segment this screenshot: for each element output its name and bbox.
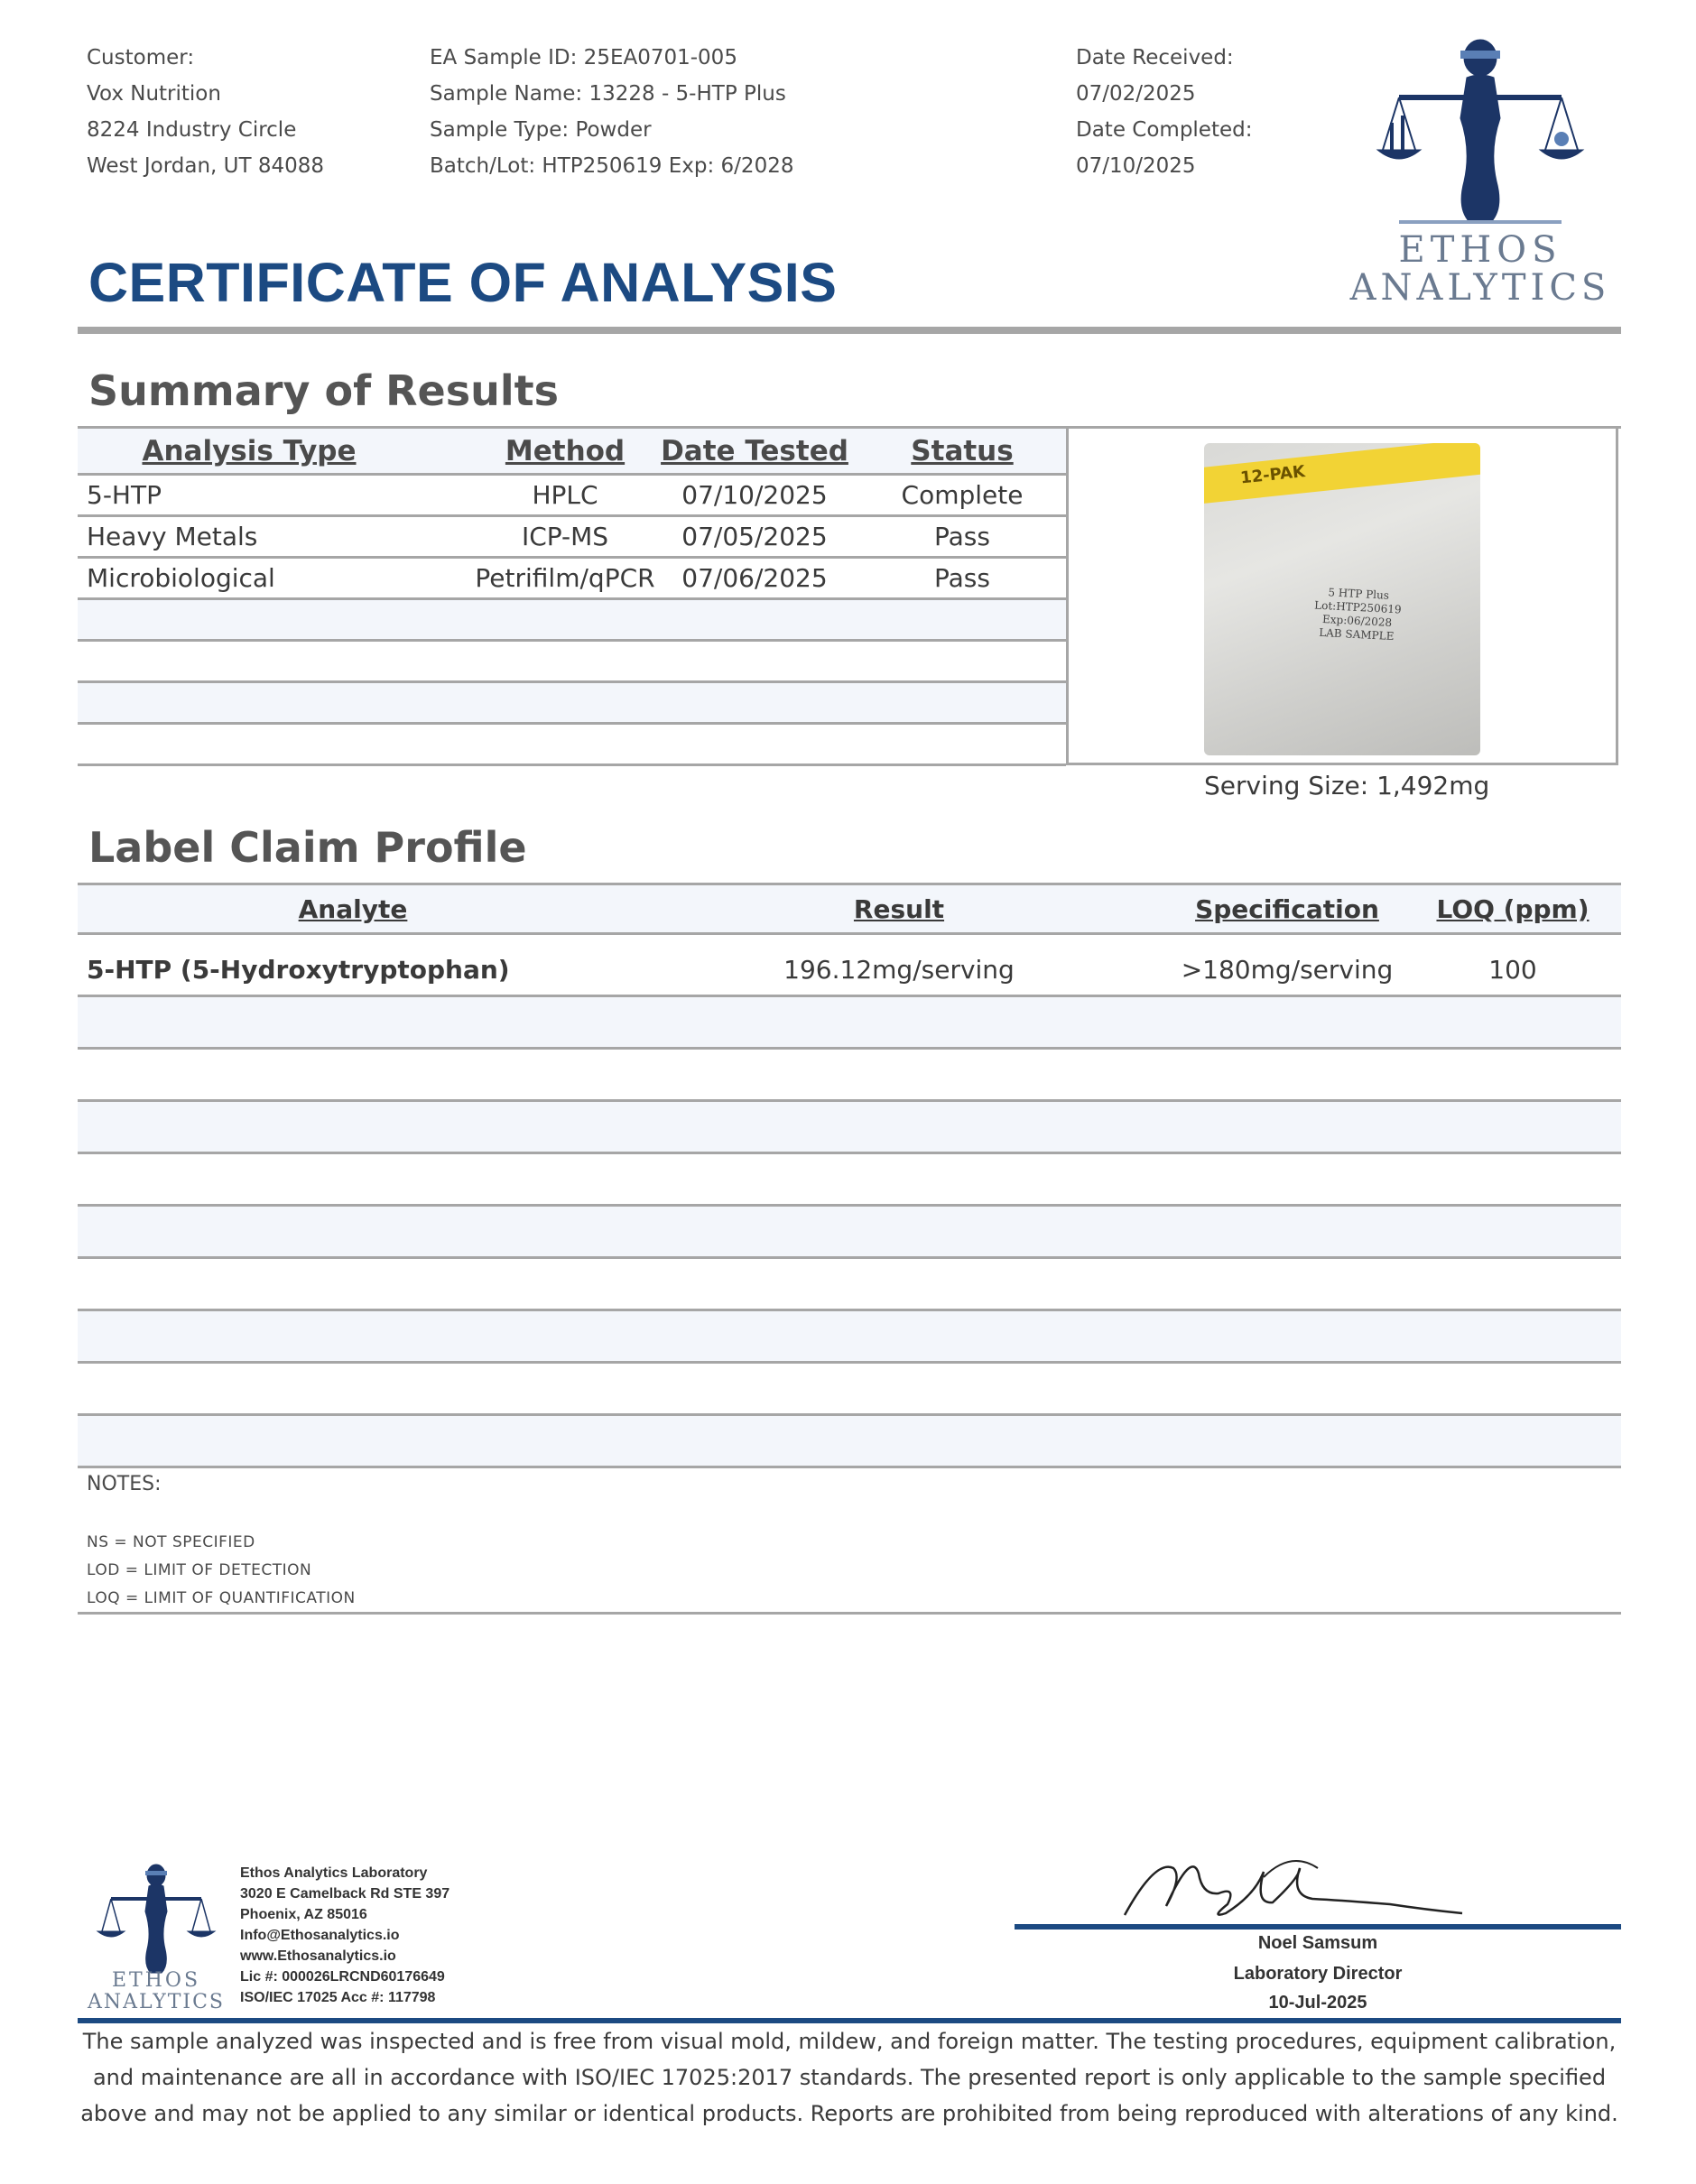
bag-tape <box>1204 443 1480 505</box>
cell-method: HPLC <box>532 480 598 510</box>
table-row-empty <box>78 1311 1621 1364</box>
notes-label: NOTES: <box>87 1473 162 1495</box>
bag-label-line: 5 HTP Plus <box>1328 586 1390 602</box>
cell-analyte: 5-HTP (5-Hydroxytryptophan) <box>87 955 510 985</box>
signature-image <box>1119 1841 1480 1931</box>
bag-label <box>1284 584 1432 645</box>
table-row-empty <box>78 600 1066 642</box>
lab-website[interactable]: www.Ethosanalytics.io <box>240 1948 396 1964</box>
title-divider <box>78 327 1621 334</box>
cell-analysis-type: 5-HTP <box>87 480 162 510</box>
serving-size: Serving Size: 1,492mg <box>1204 771 1490 800</box>
col-date-tested: Date Tested <box>661 434 848 467</box>
col-method: Method <box>505 434 626 467</box>
logo-text-ethos: ETHOS <box>1398 229 1562 271</box>
customer-name: Vox Nutrition <box>87 82 221 106</box>
scales-of-justice-icon <box>79 1859 233 1976</box>
cell-status: Pass <box>934 522 990 551</box>
cell-analysis-type: Heavy Metals <box>87 522 258 551</box>
cell-date-tested: 07/05/2025 <box>681 522 828 551</box>
date-completed: 07/10/2025 <box>1076 154 1196 178</box>
table-row <box>78 945 1621 997</box>
sample-id: EA Sample ID: 25EA0701-005 <box>430 46 737 69</box>
cell-status: Pass <box>934 563 990 593</box>
product-image-panel <box>1066 429 1618 765</box>
cell-date-tested: 07/06/2025 <box>681 563 828 593</box>
lab-contact-block <box>240 1863 449 2008</box>
cell-analysis-type: Microbiological <box>87 563 275 593</box>
table-row <box>78 476 1066 517</box>
ethos-logo <box>1336 32 1625 312</box>
lab-name: Ethos Analytics Laboratory <box>240 1865 428 1881</box>
table-row-empty <box>78 997 1621 1050</box>
footer-logo-analytics: ANALYTICS <box>87 1991 226 2013</box>
cell-loq: 100 <box>1488 955 1537 985</box>
footer-logo-ethos: ETHOS <box>111 1969 201 1992</box>
bag-label-line: Lot:HTP250619 <box>1313 598 1402 616</box>
table-row-empty <box>78 1050 1621 1102</box>
bag-label-line: Exp:06/2028 <box>1321 612 1393 629</box>
signature-date: 10-Jul-2025 <box>1268 1993 1367 2013</box>
note-item: LOQ = LIMIT OF QUANTIFICATION <box>87 1589 356 1607</box>
cell-result: 196.12mg/serving <box>783 955 1015 985</box>
notes-divider <box>78 1612 1621 1615</box>
table-row-empty <box>78 725 1066 766</box>
bag-label-line: LAB SAMPLE <box>1318 625 1395 643</box>
summary-header-row <box>78 429 1066 476</box>
table-row-empty <box>78 642 1066 683</box>
col-result: Result <box>853 893 945 924</box>
footer-logo <box>79 1859 233 2022</box>
cell-method: ICP-MS <box>521 522 609 551</box>
label-claim-header-row <box>78 883 1621 935</box>
lab-license: Lic #: 000026LRCND60176649 <box>240 1969 445 1985</box>
col-analysis-type: Analysis Type <box>142 434 357 467</box>
table-row-empty <box>78 683 1066 725</box>
summary-heading: Summary of Results <box>88 366 559 415</box>
disclaimer-text: The sample analyzed was inspected and is free from visual mold, mildew, and foreign matter. The testing procedures, equipment calibration, and maintenance are all in accordance with ISO/IEC 17025:2017 standards. The presented report is only applicable to the sample specified above and may not be applied to any similar or identical products. Reports are prohibited from being reproduced with alterations of any kind. <box>80 2029 1618 2126</box>
signature-line <box>1015 1924 1621 1930</box>
summary-table-left <box>78 429 1066 768</box>
table-row-empty <box>78 1364 1621 1416</box>
table-row-empty <box>78 1259 1621 1311</box>
note-item: NS = NOT SPECIFIED <box>87 1533 255 1551</box>
col-specification: Specification <box>1195 893 1379 924</box>
customer-address-1: 8224 Industry Circle <box>87 118 297 142</box>
cell-method: Petrifilm/qPCR <box>475 563 655 593</box>
date-completed-label: Date Completed: <box>1076 118 1253 142</box>
sample-type: Sample Type: Powder <box>430 118 652 142</box>
table-row-empty <box>78 1102 1621 1154</box>
date-received: 07/02/2025 <box>1076 82 1196 106</box>
lab-address-1: 3020 E Camelback Rd STE 397 <box>240 1886 450 1902</box>
note-item: LOD = LIMIT OF DETECTION <box>87 1561 312 1579</box>
signatory-title: Laboratory Director <box>1233 1964 1403 1984</box>
date-received-label: Date Received: <box>1076 46 1234 69</box>
product-photo <box>1204 443 1480 755</box>
logo-text-analytics: ANALYTICS <box>1349 267 1611 309</box>
page-title: CERTIFICATE OF ANALYSIS <box>88 252 838 313</box>
col-loq: LOQ (ppm) <box>1436 893 1589 924</box>
table-row <box>78 517 1066 559</box>
table-row-empty <box>78 1207 1621 1259</box>
cell-date-tested: 07/10/2025 <box>681 480 828 510</box>
table-row-empty <box>78 1154 1621 1207</box>
customer-label: Customer: <box>87 46 195 69</box>
signatory-name: Noel Samsum <box>1257 1933 1378 1953</box>
lab-email[interactable]: Info@Ethosanalytics.io <box>240 1928 400 1943</box>
sample-batch: Batch/Lot: HTP250619 Exp: 6/2028 <box>430 154 794 178</box>
lab-iso-accreditation: ISO/IEC 17025 Acc #: 117798 <box>240 1990 436 2005</box>
sample-name: Sample Name: 13228 - 5-HTP Plus <box>430 82 786 106</box>
bag-tag-text: 12-PAK <box>1239 462 1306 488</box>
cell-status: Complete <box>901 480 1024 510</box>
customer-address-2: West Jordan, UT 84088 <box>87 154 325 178</box>
label-claim-heading: Label Claim Profile <box>88 823 527 872</box>
table-row-empty <box>78 1416 1621 1468</box>
col-analyte: Analyte <box>298 893 408 924</box>
cell-specification: >180mg/serving <box>1181 955 1394 985</box>
col-status: Status <box>911 434 1014 467</box>
table-row <box>78 559 1066 600</box>
summary-table <box>78 426 1621 768</box>
scales-of-justice-icon <box>1336 32 1625 231</box>
lab-address-2: Phoenix, AZ 85016 <box>240 1907 367 1922</box>
